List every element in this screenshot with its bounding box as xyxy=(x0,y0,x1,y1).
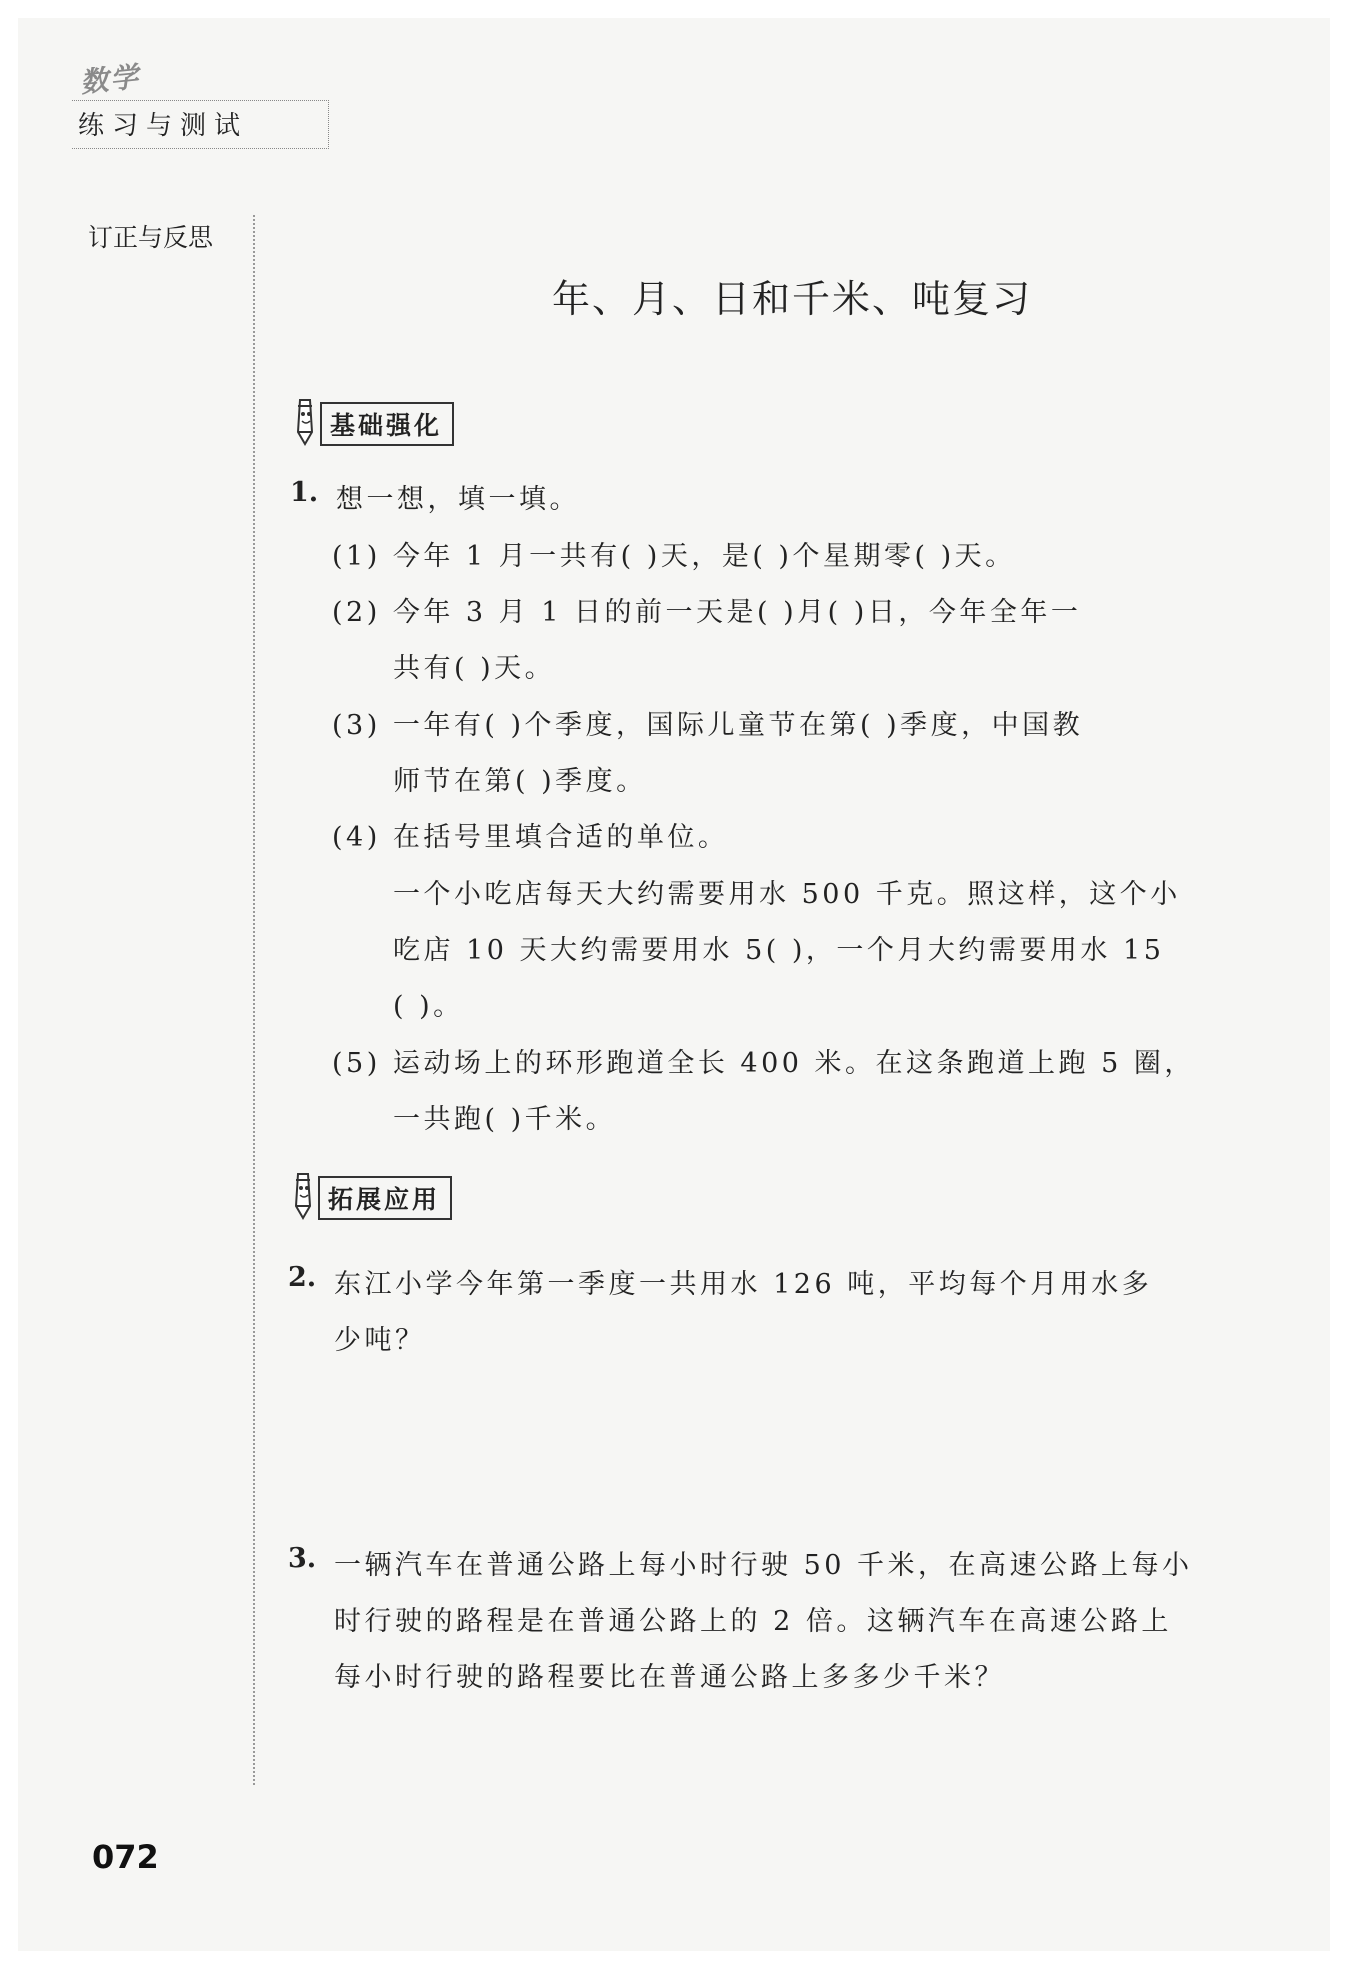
q1-line-1: (1) 今年 1 月一共有( )天，是( )个星期零( )天。 xyxy=(332,541,1016,572)
q3-line-2: 时行驶的路程是在普通公路上的 2 倍。这辆汽车在高速公路上 xyxy=(334,1606,1172,1637)
q1-line-5: 师节在第( )季度。 xyxy=(393,766,647,797)
q1-line-4: (3) 一年有( )个季度，国际儿童节在第( )季度，中国教 xyxy=(332,710,1084,741)
q1-line-8: 吃店 10 天大约需要用水 5( )，一个月大约需要用水 15 xyxy=(393,935,1165,966)
section-basic xyxy=(292,398,454,446)
q1-line-2: (2) 今年 3 月 1 日的前一天是( )月( )日，今年全年一 xyxy=(332,597,1082,628)
chapter-title: 年、月、日和千米、吨复习 xyxy=(551,277,1032,321)
margin-title: 订正与反思 xyxy=(88,223,214,252)
question-number: 1. xyxy=(290,477,319,508)
pencil-icon xyxy=(290,1172,316,1220)
q1-line-7: 一个小吃店每天大约需要用水 500 千克。照这样，这个小 xyxy=(393,879,1181,910)
q1-line-11: 一共跑( )千米。 xyxy=(393,1104,617,1135)
q1-line-10: (5) 运动场上的环形跑道全长 400 米。在这条跑道上跑 5 圈， xyxy=(332,1048,1195,1079)
book-header xyxy=(72,58,329,149)
book-title: 练习与测试 xyxy=(72,100,329,149)
question-number: 3. xyxy=(288,1543,317,1574)
subject-label: 数学 xyxy=(78,59,142,100)
page-number: 072 xyxy=(92,1838,159,1876)
section-extended-label: 拓展应用 xyxy=(318,1176,452,1220)
q1-line-3: 共有( )天。 xyxy=(393,653,556,684)
q3-line-1: 一辆汽车在普通公路上每小时行驶 50 千米，在高速公路上每小 xyxy=(334,1550,1193,1581)
pencil-icon xyxy=(292,398,318,446)
section-basic-label: 基础强化 xyxy=(320,402,454,446)
margin-divider xyxy=(253,215,255,1785)
question-prompt: 想一想，填一填。 xyxy=(336,484,580,515)
q1-line-9: ( )。 xyxy=(393,991,464,1022)
q1-line-6: (4) 在括号里填合适的单位。 xyxy=(332,822,729,853)
question-number: 2. xyxy=(288,1262,317,1293)
q2-line-1: 东江小学今年第一季度一共用水 126 吨，平均每个月用水多 xyxy=(334,1269,1153,1300)
q2-line-2: 少吨？ xyxy=(334,1325,426,1356)
section-extended xyxy=(290,1172,452,1220)
q3-line-3: 每小时行驶的路程要比在普通公路上多多少千米？ xyxy=(334,1662,1005,1693)
